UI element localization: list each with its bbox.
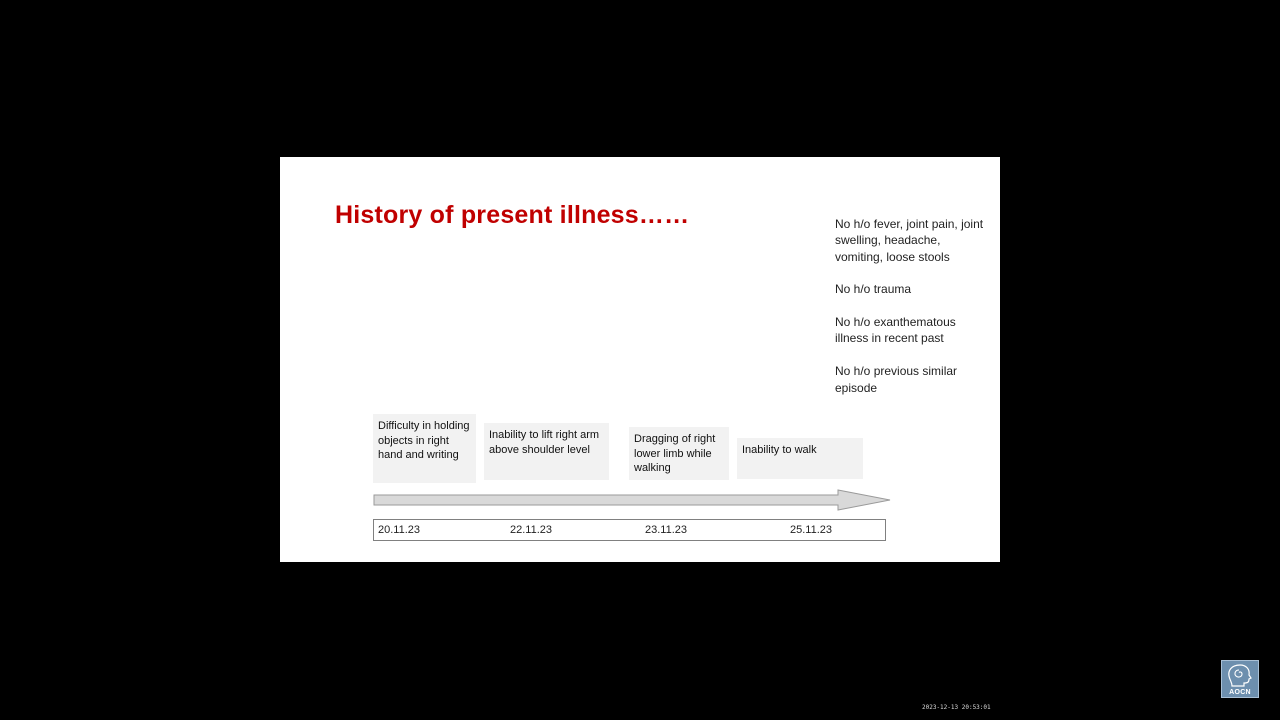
timeline-date-bar (373, 519, 886, 541)
note-no-exanthematous-illness: No h/o exanthematous illness in recent past (835, 315, 956, 346)
note-no-previous-episode: No h/o previous similar episode (835, 364, 958, 395)
presentation-slide (280, 157, 1000, 562)
timeline-event-1: Difficulty in holding objects in right hand and writing (373, 414, 476, 483)
timeline-arrow (373, 488, 893, 512)
date-label-3: 23.11.23 (645, 524, 688, 536)
slide-title: History of present illness…… (335, 201, 690, 229)
logo-text: AOCN (1229, 689, 1251, 696)
recording-timestamp: 2023-12-13 20:53:01 (922, 704, 991, 711)
date-label-4: 25.11.23 (790, 524, 833, 536)
note-no-trauma: No h/o trauma (835, 282, 912, 297)
head-spiral-icon (1222, 662, 1258, 690)
timeline-arrow-shape (374, 490, 890, 510)
negative-history-notes (835, 216, 985, 412)
timeline-event-3: Dragging of right lower limb while walking (629, 427, 729, 480)
date-label-2: 22.11.23 (510, 524, 553, 536)
timeline-event-4: Inability to walk (737, 438, 863, 479)
date-label-1: 20.11.23 (378, 524, 421, 536)
note-no-fever: No h/o fever, joint pain, joint swelling, headache, vomiting, loose stools (835, 217, 984, 264)
conference-logo (1221, 660, 1259, 698)
timeline-event-2: Inability to lift right arm above shoulder level (484, 423, 609, 480)
